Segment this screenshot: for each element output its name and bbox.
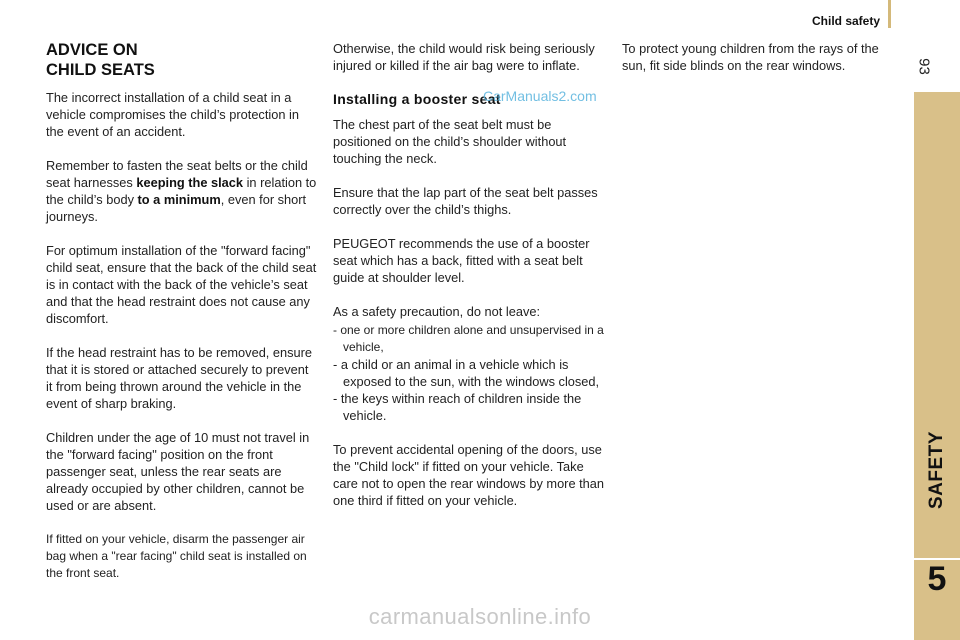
paragraph: PEUGEOT recommends the use of a booster seat which has a back, fitted with a seat belt guide at shoulder level. (333, 236, 590, 285)
chapter-tab-label: SAFETY (926, 431, 947, 509)
list-item: - the keys within reach of children inside the vehicle. (333, 391, 582, 423)
text-run: in relation to the child’s body (46, 175, 317, 207)
page-number: 93 (915, 58, 933, 75)
paragraph: Ensure that the lap part of the seat belt passes correctly over the child’s thighs. (333, 185, 598, 217)
page-heading: ADVICE ON CHILD SEATS (46, 41, 155, 79)
paragraph: Children under the age of 10 must not travel in the "forward facing" position on the front passenger seat, unless the rear seats are already occupied by other children, cannot be used or are absent. (46, 430, 310, 513)
watermark-footer: carmanualsonline.info (368, 604, 592, 629)
paragraph: To protect young children from the rays of the sun, fit side blinds on the rear windows. (622, 41, 879, 73)
list-item: - a child or an animal in a vehicle which is exposed to the sun, with the windows closed, (333, 357, 600, 389)
list-item: - one or more children alone and unsupervised in a vehicle, (333, 323, 604, 354)
safety-list (333, 322, 605, 424)
paragraph: The incorrect installation of a child seat in a vehicle compromises the child’s protection in the event of an accident. (46, 90, 299, 139)
section-title: Child safety (811, 14, 880, 28)
paragraph: If the head restraint has to be removed, ensure that it is stored or attached securely to prevent it from being thrown around the vehicle in the event of sharp braking. (46, 345, 313, 411)
paragraph: For optimum installation of the "forward facing" child seat, ensure that the back of the child seat is in contact with the back of the vehicle’s seat and that the head restraint does not cause any discomfort. (46, 243, 317, 326)
paragraph: Otherwise, the child would risk being seriously injured or killed if the air bag were to inflate. (333, 41, 595, 73)
text-run: , even for short journeys. (46, 192, 307, 224)
paragraph: To prevent accidental opening of the doors, use the "Child lock" if fitted on your vehicle. Take care not to open the rear windows by more than one third if fitted on your vehicle. (333, 442, 605, 508)
column-left (46, 40, 318, 599)
emphasis-text: to a minimum (137, 192, 221, 207)
watermark-top: CarManuals2.com (483, 88, 597, 104)
list-intro: As a safety precaution, do not leave: (333, 304, 541, 319)
emphasis-text: keeping the slack (136, 175, 244, 190)
header-divider (888, 0, 891, 28)
paragraph-airbag: If fitted on your vehicle, disarm the passenger air bag when a "rear facing" child seat is installed on the front seat. (46, 532, 307, 580)
paragraph-seat-belts (46, 157, 318, 225)
text-run: Remember to fasten the seat belts or the child seat harnesses (46, 158, 308, 190)
column-right (622, 40, 892, 91)
section-heading: Installing a booster seat (333, 91, 501, 107)
chapter-number: 5 (927, 560, 947, 598)
paragraph: The chest part of the seat belt must be positioned on the child’s shoulder without touching the neck. (333, 117, 567, 166)
column-middle (333, 40, 605, 526)
